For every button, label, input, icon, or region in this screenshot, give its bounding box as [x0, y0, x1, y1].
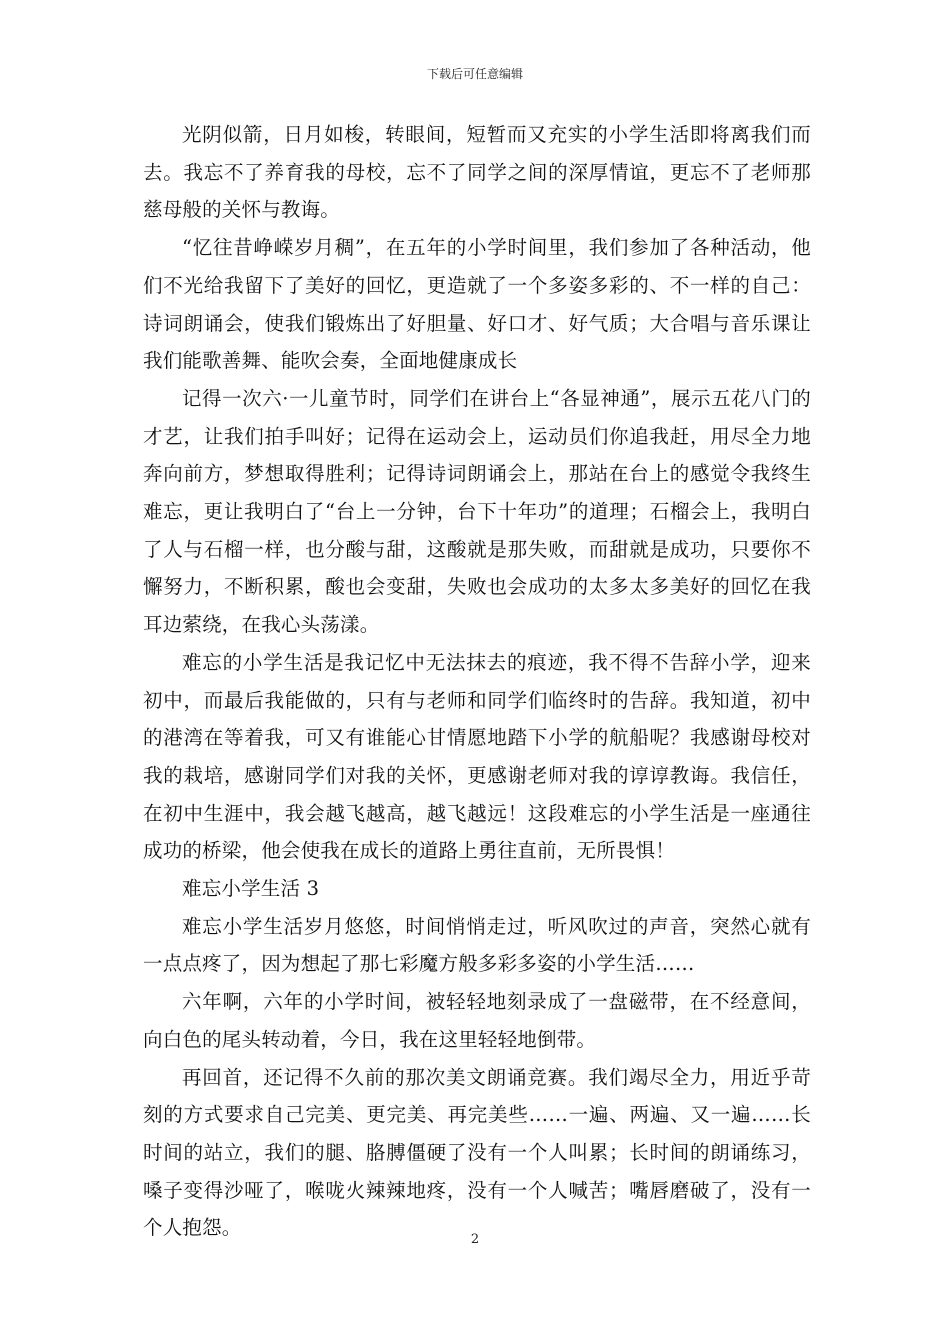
paragraph-3: 记得一次六·一儿童节时，同学们在讲台上“各显神通”，展示五花八门的才艺，让我们拍手叫好；记得在运动会上，运动员们你追我赶，用尽全力地奔向前方，梦想取得胜利；记得诗词朗诵会上，那站在台上的感觉令我终生难忘，更让我明白了“台上一分钟，台下十年功”的道理；石榴会上，我明白了人与石榴一样，也分酸与甜，这酸就是那失败，而甜就是成功，只要你不懈努力，不断积累，酸也会变甜，失败也会成功的太多太多美好的回忆在我耳边萦绕，在我心头荡漾。 — [143, 386, 811, 637]
document-body — [143, 116, 811, 1247]
page-header-note: 下载后可任意编辑 — [426, 67, 523, 81]
section-title: 难忘小学生活 3 — [182, 877, 320, 901]
paragraph-1: 光阴似箭，日月如梭，转眼间，短暂而又充实的小学生活即将离我们而去。我忘不了养育我的母校，忘不了同学之间的深厚情谊，更忘不了老师那慈母般的关怀与教诲。 — [143, 123, 811, 222]
section-paragraph-3: 再回首，还记得不久前的那次美文朗诵竞赛。我们竭尽全力，用近乎苛刻的方式要求自己完美、更完美、再完美些……一遍、两遍、又一遍……长时间的站立，我们的腿、胳膊僵硬了没有一个人叫累；长时间的朗诵练习，嗓子变得沙哑了，喉咙火辣辣地疼，没有一个人喊苦；嘴唇磨破了，没有一个人抱怨。 — [143, 1065, 811, 1240]
paragraph-2: “忆往昔峥嵘岁月稠”，在五年的小学时间里，我们参加了各种活动，他们不光给我留下了美好的回忆，更造就了一个多姿多彩的、不一样的自己：诗词朗诵会，使我们锻炼出了好胆量、好口才、好气质；大合唱与音乐课让我们能歌善舞、能吹会奏，全面地健康成长 — [143, 236, 811, 373]
section-paragraph-2: 六年啊，六年的小学时间，被轻轻地刻录成了一盘磁带，在不经意间，向白色的尾头转动着，今日，我在这里轻轻地倒带。 — [143, 990, 811, 1051]
page-number: 2 — [470, 1232, 480, 1247]
paragraph-4: 难忘的小学生活是我记忆中无法抹去的痕迹，我不得不告辞小学，迎来初中，而最后我能做的，只有与老师和同学们临终时的告辞。我知道，初中的港湾在等着我，可又有谁能心甘情愿地踏下小学的航船呢？我感谢母校对我的栽培，感谢同学们对我的关怀，更感谢老师对我的谆谆教诲。我信任，在初中生涯中，我会越飞越高，越飞越远！这段难忘的小学生活是一座通往成功的桥梁，他会使我在成长的道路上勇往直前，无所畏惧！ — [143, 650, 811, 863]
section-paragraph-1: 难忘小学生活岁月悠悠，时间悄悄走过，听风吹过的声音，突然心就有一点点疼了，因为想起了那七彩魔方般多彩多姿的小学生活…… — [143, 914, 811, 976]
